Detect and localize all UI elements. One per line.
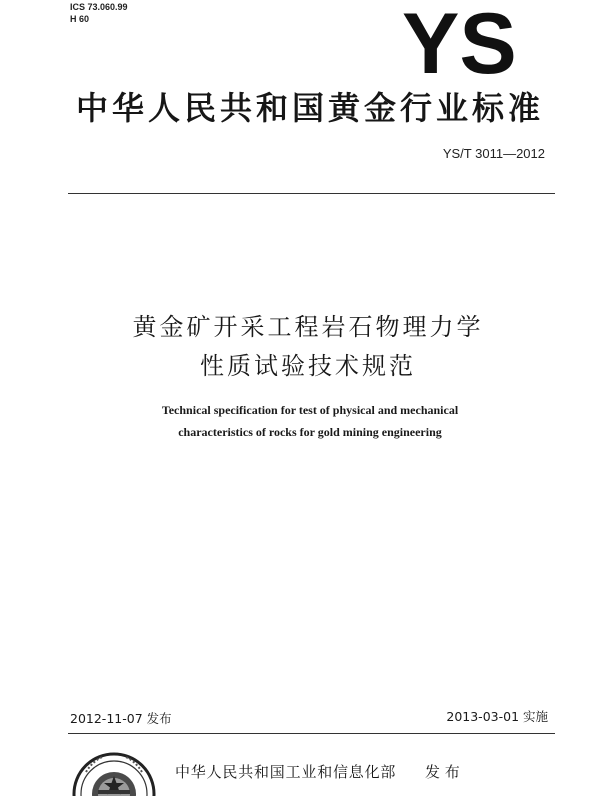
title-english-line-2: characteristics of rocks for gold mining engineering bbox=[178, 425, 442, 439]
national-emblem-seal-icon bbox=[72, 742, 156, 796]
issue-date: 2012-11-07 发布 bbox=[70, 711, 172, 726]
ys-logo-text: YS bbox=[402, 0, 517, 80]
footer-divider bbox=[68, 733, 555, 734]
ics-code: ICS 73.060.99 bbox=[70, 2, 128, 12]
classification-code: H 60 bbox=[70, 14, 90, 24]
issuer-name: 中华人民共和国工业和信息化部 bbox=[175, 763, 397, 781]
ys-logo bbox=[398, 0, 538, 80]
header-divider bbox=[68, 193, 555, 194]
title-chinese-line-1: 黄金矿开采工程岩石物理力学 bbox=[132, 313, 484, 341]
title-chinese-line-2: 性质试验技术规范 bbox=[200, 352, 416, 380]
issuer-action: 发 布 bbox=[425, 763, 460, 781]
standard-number: YS/T 3011—2012 bbox=[442, 146, 545, 161]
standard-type-heading: 中华人民共和国黄金行业标准 bbox=[75, 89, 544, 127]
title-english-line-1: Technical specification for test of physical and mechanical bbox=[161, 403, 459, 417]
implementation-date: 2013-03-01 实施 bbox=[446, 709, 548, 724]
